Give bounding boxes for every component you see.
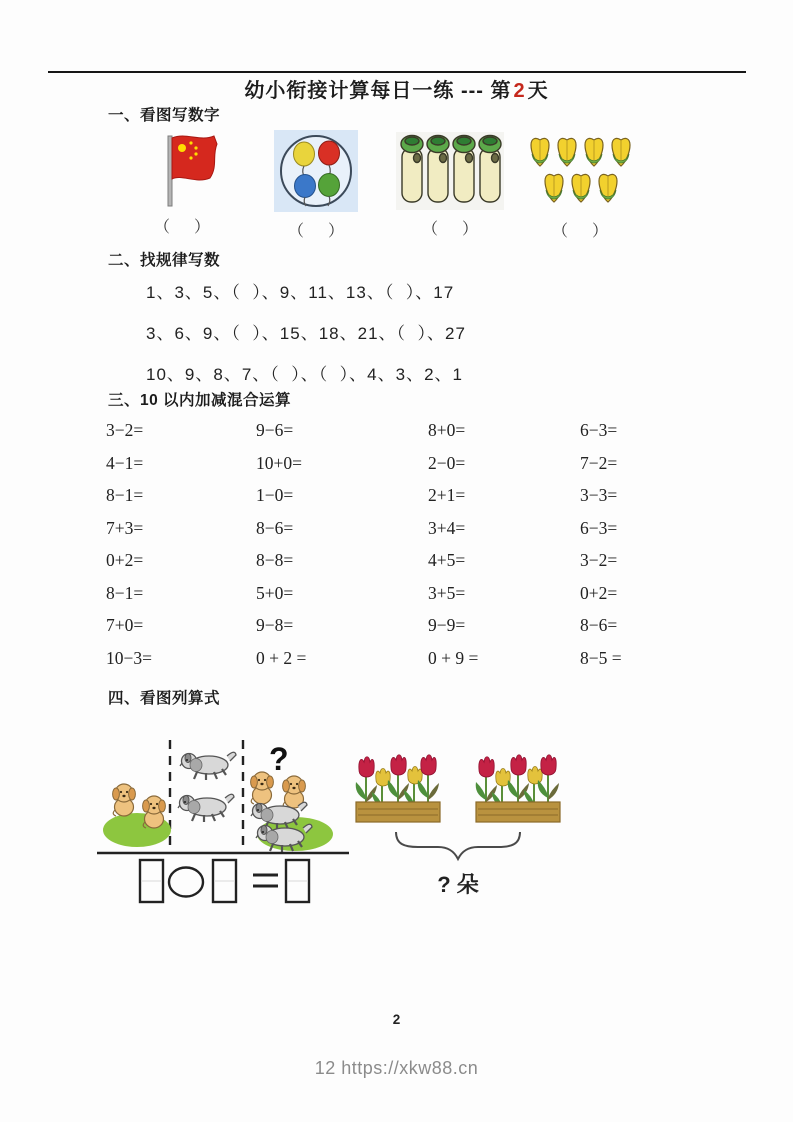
page-title	[0, 74, 793, 103]
problem: 3+4=	[428, 517, 466, 538]
problem: 2+1=	[428, 485, 466, 505]
number-sequence-1: 1、3、5、（ ）、9、11、13、（ ）、17	[146, 283, 455, 302]
problem: 0 + 2 =	[256, 647, 307, 668]
problem: 0+2=	[106, 550, 144, 570]
problem: 9−8=	[256, 615, 294, 635]
section4-heading: 四、看图列算式	[108, 690, 221, 707]
problem: 7+3=	[106, 517, 144, 538]
problem: 6−3=	[580, 420, 618, 440]
corn-cobs-icon	[524, 134, 636, 212]
problem: 3−3=	[580, 485, 618, 505]
picture-card-flag	[124, 132, 240, 237]
header-rule	[48, 71, 746, 73]
problem: 8+0=	[428, 420, 466, 440]
problem: 9−6=	[256, 420, 294, 440]
answer-blank: （ ）	[551, 223, 608, 240]
title-prefix: 幼小衔接计算每日一练 --- 第	[244, 80, 512, 102]
problem: 4−1=	[106, 452, 144, 473]
question-mark: ?	[269, 741, 289, 777]
problem: 4+5=	[428, 550, 466, 570]
number-sequence-3: 10、9、8、7、（ ）、（ ）、4、3、2、1	[146, 365, 463, 384]
balloons-icon	[274, 130, 358, 212]
number-sequence-2: 3、6、9、（ ）、15、18、21、（ ）、27	[146, 324, 466, 343]
section3-heading: 三、10 以内加减混合运算	[108, 392, 292, 409]
bottles-icon	[396, 132, 504, 210]
answer-blank: （ ）	[287, 223, 344, 240]
section1-heading: 一、看图写数字	[108, 107, 221, 124]
calculation-grid	[106, 420, 706, 668]
problem: 8−5 =	[580, 647, 622, 668]
problem: 8−6=	[580, 615, 618, 635]
china-flag-icon	[124, 132, 224, 208]
problem: 3+5=	[428, 582, 466, 603]
flowers-picture-icon	[352, 740, 564, 908]
picture-card-corn	[522, 134, 638, 241]
problem: 10+0=	[256, 452, 302, 473]
problem: 3−2=	[580, 550, 618, 570]
problem: 8−8=	[256, 550, 294, 570]
problem: 7+0=	[106, 615, 144, 635]
problem: 5+0=	[256, 582, 294, 603]
answer-blank: （ ）	[153, 219, 210, 236]
problem: 9−9=	[428, 615, 466, 635]
brace	[396, 832, 520, 859]
dogs-equation-figure	[97, 738, 349, 906]
problem: 8−1=	[106, 582, 144, 603]
answer-blank: （ ）	[421, 221, 478, 238]
problem: 1−0=	[256, 485, 294, 505]
footer-url: 12 https://xkw88.cn	[314, 1058, 479, 1078]
problem: 10−3=	[106, 647, 152, 668]
problem: 0+2=	[580, 582, 618, 603]
problem: 0 + 9 =	[428, 647, 479, 668]
dogs-picture-icon	[97, 738, 349, 906]
title-day-number: 2	[513, 80, 526, 102]
flowers-equation-figure	[352, 740, 564, 908]
title-suffix: 天	[527, 80, 549, 102]
picture-card-balloons	[258, 130, 374, 241]
page-number: 2	[392, 1012, 401, 1027]
picture-card-bottles	[392, 132, 508, 239]
problem: 8−6=	[256, 517, 294, 538]
problem: 8−1=	[106, 485, 144, 505]
problem: 6−3=	[580, 517, 618, 538]
section2-heading: 二、找规律写数	[108, 252, 221, 269]
problem: 7−2=	[580, 452, 618, 473]
flower-question-label: ? 朵	[437, 872, 479, 897]
problem: 3−2=	[106, 420, 144, 440]
problem: 2−0=	[428, 452, 466, 473]
